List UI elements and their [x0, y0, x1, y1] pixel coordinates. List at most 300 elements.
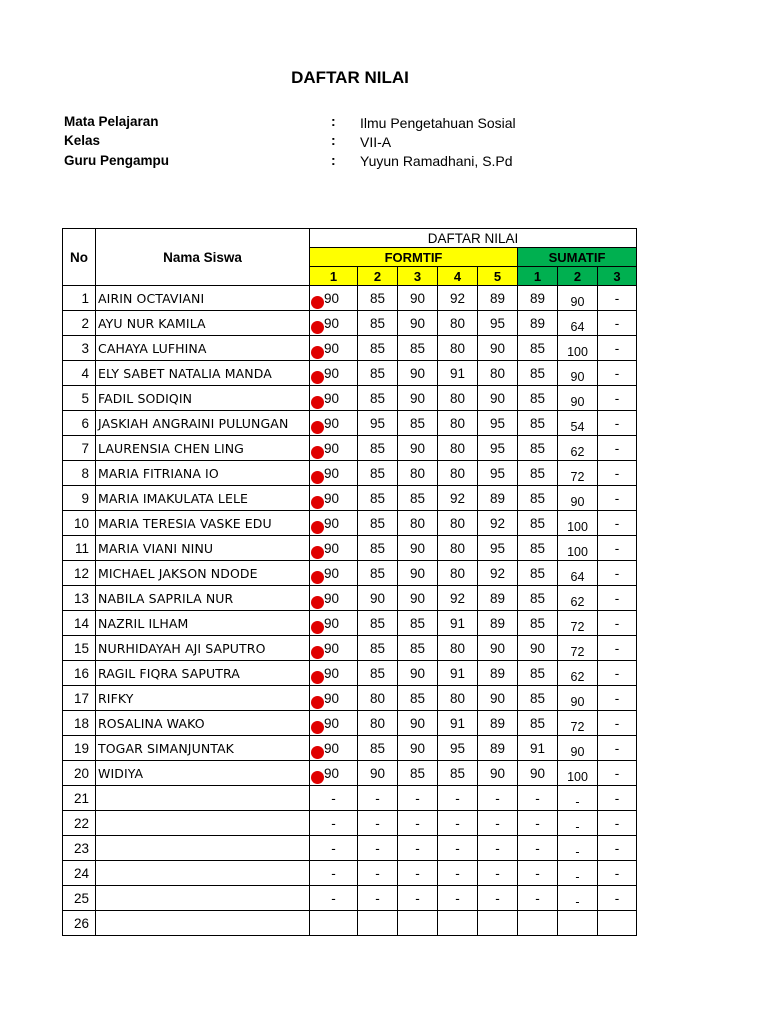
formatif-score-3: 90 [398, 436, 438, 461]
table-row [63, 686, 637, 711]
table-row [63, 511, 637, 536]
formatif-score-4: 80 [438, 436, 478, 461]
table-row [63, 336, 637, 361]
info-value-teacher: Yuyun Ramadhani, S.Pd [360, 153, 513, 169]
sumatif-score-1: - [518, 786, 558, 811]
formatif-score-2: 85 [358, 386, 398, 411]
sumatif-score-2-value: 72 [570, 619, 585, 634]
formatif-score-1: - [310, 861, 358, 886]
formatif-score-3: 85 [398, 636, 438, 661]
sumatif-score-2 [558, 361, 598, 386]
formatif-score-4: 80 [438, 636, 478, 661]
table-row [63, 736, 637, 761]
student-name: JASKIAH ANGRAINI PULUNGAN [96, 411, 310, 436]
formatif-score-5: 90 [478, 761, 518, 786]
table-row [63, 836, 637, 861]
student-name: ROSALINA WAKO [96, 711, 310, 736]
formatif-score-3: 85 [398, 336, 438, 361]
red-dot-marker-icon [311, 421, 324, 434]
row-number: 4 [63, 361, 96, 386]
red-dot-marker-icon [311, 621, 324, 634]
sumatif-score-1: 85 [518, 336, 558, 361]
sumatif-score-2-value: - [575, 894, 580, 909]
sumatif-score-3: - [598, 711, 637, 736]
sumatif-score-3: - [598, 761, 637, 786]
sumatif-score-2-value: 90 [570, 494, 585, 509]
student-name: AYU NUR KAMILA [96, 311, 310, 336]
red-dot-marker-icon [311, 396, 324, 409]
formatif-score-1: 90 [310, 461, 358, 486]
sumatif-score-2 [558, 511, 598, 536]
formatif-score-3: - [398, 786, 438, 811]
formatif-score-5: 95 [478, 536, 518, 561]
sumatif-score-3: - [598, 336, 637, 361]
formatif-score-4: 80 [438, 311, 478, 336]
formatif-score-2: 90 [358, 586, 398, 611]
sumatif-score-1: - [518, 811, 558, 836]
student-name: FADIL SODIQIN [96, 386, 310, 411]
sumatif-score-2-value: 54 [570, 419, 585, 434]
sumatif-score-2 [558, 461, 598, 486]
row-number: 14 [63, 611, 96, 636]
formatif-score-5: 89 [478, 661, 518, 686]
info-label-class: Kelas [64, 133, 101, 148]
sumatif-score-3: - [598, 586, 637, 611]
formatif-score-2: 85 [358, 336, 398, 361]
header-formatif-3: 3 [398, 267, 438, 286]
formatif-score-3: 90 [398, 361, 438, 386]
table-row [63, 611, 637, 636]
sumatif-score-2 [558, 311, 598, 336]
sumatif-score-3: - [598, 411, 637, 436]
formatif-score-1: 90 [310, 686, 358, 711]
formatif-score-5: - [478, 861, 518, 886]
student-name [96, 861, 310, 886]
formatif-score-5: 89 [478, 286, 518, 311]
formatif-score-1: 90 [310, 586, 358, 611]
formatif-score-5: 92 [478, 511, 518, 536]
table-row [63, 561, 637, 586]
student-name: RIFKY [96, 686, 310, 711]
header-sumatif-3: 3 [598, 267, 637, 286]
sumatif-score-3: - [598, 886, 637, 911]
formatif-score-3: - [398, 886, 438, 911]
sumatif-score-2-value: 100 [567, 769, 588, 784]
formatif-score-4: 80 [438, 386, 478, 411]
formatif-score-2: - [358, 836, 398, 861]
student-name: MARIA FITRIANA IO [96, 461, 310, 486]
table-row [63, 386, 637, 411]
sumatif-score-2 [558, 586, 598, 611]
formatif-score-2: 90 [358, 761, 398, 786]
sumatif-score-1: - [518, 836, 558, 861]
page-title: DAFTAR NILAI [291, 68, 409, 87]
student-name [96, 811, 310, 836]
formatif-score-3: - [398, 836, 438, 861]
sumatif-score-2-value: 90 [570, 294, 585, 309]
formatif-score-3: 85 [398, 611, 438, 636]
header-daftar-nilai: DAFTAR NILAI [310, 229, 637, 248]
row-number: 8 [63, 461, 96, 486]
header-formatif-1: 1 [310, 267, 358, 286]
formatif-score-4: 91 [438, 711, 478, 736]
sumatif-score-2-value: 62 [570, 669, 585, 684]
formatif-score-3: 85 [398, 411, 438, 436]
info-colon: : [331, 113, 336, 129]
sumatif-score-1: 85 [518, 386, 558, 411]
sumatif-score-2-value: - [575, 819, 580, 834]
formatif-score-1: 90 [310, 761, 358, 786]
red-dot-marker-icon [311, 321, 324, 334]
formatif-score-2 [358, 911, 398, 936]
header-formatif-5: 5 [478, 267, 518, 286]
sumatif-score-2-value: - [575, 844, 580, 859]
row-number: 21 [63, 786, 96, 811]
formatif-score-2: 95 [358, 411, 398, 436]
formatif-score-3: 90 [398, 586, 438, 611]
formatif-score-1: 90 [310, 661, 358, 686]
formatif-score-4: 80 [438, 536, 478, 561]
formatif-score-2: 85 [358, 536, 398, 561]
formatif-score-5: 89 [478, 486, 518, 511]
red-dot-marker-icon [311, 571, 324, 584]
header-formatif-4: 4 [438, 267, 478, 286]
student-name: NAZRIL ILHAM [96, 611, 310, 636]
info-label-subject: Mata Pelajaran [64, 114, 159, 129]
formatif-score-3: - [398, 811, 438, 836]
sumatif-score-3: - [598, 536, 637, 561]
sumatif-score-2 [558, 861, 598, 886]
formatif-score-2: 85 [358, 361, 398, 386]
sumatif-score-2 [558, 786, 598, 811]
sumatif-score-2-value: 62 [570, 594, 585, 609]
red-dot-marker-icon [311, 371, 324, 384]
info-label-teacher: Guru Pengampu [64, 153, 170, 168]
formatif-score-5: 89 [478, 711, 518, 736]
red-dot-marker-icon [311, 546, 324, 559]
sumatif-score-2 [558, 661, 598, 686]
sumatif-score-3: - [598, 461, 637, 486]
formatif-score-1: 90 [310, 361, 358, 386]
sumatif-score-3: - [598, 661, 637, 686]
formatif-score-2: - [358, 861, 398, 886]
formatif-score-1: 90 [310, 311, 358, 336]
student-name: MARIA TERESIA VASKE EDU [96, 511, 310, 536]
red-dot-marker-icon [311, 521, 324, 534]
formatif-score-3: 85 [398, 686, 438, 711]
sumatif-score-2 [558, 436, 598, 461]
sumatif-score-1: 85 [518, 711, 558, 736]
sumatif-score-1: 85 [518, 561, 558, 586]
formatif-score-3: 90 [398, 286, 438, 311]
table-row [63, 636, 637, 661]
table-row [63, 486, 637, 511]
sumatif-score-1: 85 [518, 486, 558, 511]
sumatif-score-2 [558, 836, 598, 861]
header-sumatif-2: 2 [558, 267, 598, 286]
row-number: 16 [63, 661, 96, 686]
sumatif-score-3: - [598, 286, 637, 311]
formatif-score-5: 89 [478, 611, 518, 636]
formatif-score-4: 80 [438, 461, 478, 486]
formatif-score-2: 85 [358, 611, 398, 636]
row-number: 5 [63, 386, 96, 411]
sumatif-score-2 [558, 736, 598, 761]
sumatif-score-1: - [518, 861, 558, 886]
student-name: CAHAYA LUFHINA [96, 336, 310, 361]
formatif-score-1: 90 [310, 611, 358, 636]
sumatif-score-1: 85 [518, 611, 558, 636]
student-name [96, 911, 310, 936]
formatif-score-3: 80 [398, 461, 438, 486]
sumatif-score-1: 85 [518, 361, 558, 386]
formatif-score-4: 80 [438, 336, 478, 361]
sumatif-score-2 [558, 886, 598, 911]
table-row [63, 461, 637, 486]
sumatif-score-2 [558, 536, 598, 561]
sumatif-score-2-value: 90 [570, 369, 585, 384]
formatif-score-3 [398, 911, 438, 936]
student-name: RAGIL FIQRA SAPUTRA [96, 661, 310, 686]
formatif-score-1: 90 [310, 736, 358, 761]
sumatif-score-2-value: 72 [570, 644, 585, 659]
table-row [63, 861, 637, 886]
row-number: 17 [63, 686, 96, 711]
sumatif-score-1: 90 [518, 761, 558, 786]
info-value-subject: Ilmu Pengetahuan Sosial [360, 115, 516, 131]
formatif-score-2: 85 [358, 511, 398, 536]
formatif-score-5: - [478, 886, 518, 911]
row-number: 9 [63, 486, 96, 511]
row-number: 10 [63, 511, 96, 536]
sumatif-score-2-value: 90 [570, 394, 585, 409]
formatif-score-5: 92 [478, 561, 518, 586]
table-row [63, 286, 637, 311]
sumatif-score-2 [558, 386, 598, 411]
student-name: MARIA IMAKULATA LELE [96, 486, 310, 511]
formatif-score-1: - [310, 811, 358, 836]
info-value-class: VII-A [360, 134, 392, 150]
formatif-score-4: 85 [438, 761, 478, 786]
formatif-score-2: 85 [358, 311, 398, 336]
row-number: 13 [63, 586, 96, 611]
table-row [63, 711, 637, 736]
sumatif-score-1: 85 [518, 436, 558, 461]
sumatif-score-2-value: 62 [570, 444, 585, 459]
sumatif-score-2-value: 100 [567, 544, 588, 559]
row-number: 6 [63, 411, 96, 436]
sumatif-score-2 [558, 686, 598, 711]
formatif-score-3: 90 [398, 711, 438, 736]
sumatif-score-1: 85 [518, 536, 558, 561]
sumatif-score-3: - [598, 636, 637, 661]
formatif-score-1: 90 [310, 711, 358, 736]
row-number: 1 [63, 286, 96, 311]
table-row [63, 811, 637, 836]
sumatif-score-3: - [598, 736, 637, 761]
table-row [63, 361, 637, 386]
sumatif-score-1 [518, 911, 558, 936]
sumatif-score-3: - [598, 386, 637, 411]
sumatif-score-2-value: 64 [570, 319, 585, 334]
sumatif-score-2-value: - [575, 869, 580, 884]
formatif-score-4: 91 [438, 361, 478, 386]
sumatif-score-3: - [598, 561, 637, 586]
sumatif-score-2-value: 100 [567, 519, 588, 534]
student-name: TOGAR SIMANJUNTAK [96, 736, 310, 761]
sumatif-score-3: - [598, 811, 637, 836]
sumatif-score-2 [558, 911, 598, 936]
red-dot-marker-icon [311, 446, 324, 459]
sumatif-score-3: - [598, 786, 637, 811]
sumatif-score-1: 85 [518, 511, 558, 536]
sumatif-score-2 [558, 611, 598, 636]
formatif-score-4: - [438, 811, 478, 836]
sumatif-score-1: 89 [518, 311, 558, 336]
sumatif-score-3: - [598, 611, 637, 636]
student-name: LAURENSIA CHEN LING [96, 436, 310, 461]
row-number: 19 [63, 736, 96, 761]
red-dot-marker-icon [311, 696, 324, 709]
table-row [63, 436, 637, 461]
student-name: ELY SABET NATALIA MANDA [96, 361, 310, 386]
sumatif-score-1: 85 [518, 686, 558, 711]
sumatif-score-3: - [598, 861, 637, 886]
sumatif-score-2-value: - [575, 794, 580, 809]
row-number: 12 [63, 561, 96, 586]
red-dot-marker-icon [311, 721, 324, 734]
sumatif-score-3: - [598, 486, 637, 511]
sumatif-score-2 [558, 561, 598, 586]
grades-body [63, 286, 637, 936]
table-row [63, 586, 637, 611]
formatif-score-5: 89 [478, 586, 518, 611]
formatif-score-1: 90 [310, 636, 358, 661]
header-sumatif-1: 1 [518, 267, 558, 286]
formatif-score-3: 90 [398, 311, 438, 336]
sumatif-score-3: - [598, 311, 637, 336]
sumatif-score-2 [558, 336, 598, 361]
formatif-score-1: 90 [310, 336, 358, 361]
formatif-score-4: - [438, 886, 478, 911]
red-dot-marker-icon [311, 471, 324, 484]
student-name: WIDIYA [96, 761, 310, 786]
formatif-score-3: 85 [398, 486, 438, 511]
sumatif-score-2 [558, 486, 598, 511]
formatif-score-2: 80 [358, 686, 398, 711]
formatif-score-1: 90 [310, 386, 358, 411]
sumatif-score-2 [558, 286, 598, 311]
formatif-score-3: 90 [398, 536, 438, 561]
sumatif-score-2 [558, 411, 598, 436]
formatif-score-1: 90 [310, 536, 358, 561]
row-number: 2 [63, 311, 96, 336]
formatif-score-2: 85 [358, 636, 398, 661]
formatif-score-5: 90 [478, 686, 518, 711]
formatif-score-3: 90 [398, 386, 438, 411]
table-row [63, 761, 637, 786]
student-name: MICHAEL JAKSON NDODE [96, 561, 310, 586]
red-dot-marker-icon [311, 346, 324, 359]
formatif-score-4: 80 [438, 686, 478, 711]
sumatif-score-2-value: 72 [570, 719, 585, 734]
row-number: 11 [63, 536, 96, 561]
formatif-score-5: 89 [478, 736, 518, 761]
sumatif-score-3: - [598, 686, 637, 711]
formatif-score-5 [478, 911, 518, 936]
student-name: MARIA VIANI NINU [96, 536, 310, 561]
formatif-score-1: - [310, 836, 358, 861]
row-number: 7 [63, 436, 96, 461]
table-row [63, 886, 637, 911]
table-row [63, 786, 637, 811]
formatif-score-4: 80 [438, 561, 478, 586]
sumatif-score-2-value: 100 [567, 344, 588, 359]
formatif-score-5: 90 [478, 386, 518, 411]
sumatif-score-1: 89 [518, 286, 558, 311]
formatif-score-2: - [358, 886, 398, 911]
formatif-score-5: 95 [478, 411, 518, 436]
formatif-score-5: 90 [478, 336, 518, 361]
formatif-score-1: 90 [310, 411, 358, 436]
red-dot-marker-icon [311, 746, 324, 759]
header-sumatif: SUMATIF [518, 248, 637, 267]
formatif-score-1: - [310, 886, 358, 911]
formatif-score-1: - [310, 786, 358, 811]
sumatif-score-1: 91 [518, 736, 558, 761]
sumatif-score-3: - [598, 361, 637, 386]
red-dot-marker-icon [311, 496, 324, 509]
formatif-score-3: 90 [398, 736, 438, 761]
student-name: NURHIDAYAH AJI SAPUTRO [96, 636, 310, 661]
sumatif-score-3: - [598, 511, 637, 536]
row-number: 3 [63, 336, 96, 361]
header-no: No [63, 229, 96, 286]
sumatif-score-1: 85 [518, 661, 558, 686]
row-number: 24 [63, 861, 96, 886]
student-name: AIRIN OCTAVIANI [96, 286, 310, 311]
sumatif-score-3: - [598, 436, 637, 461]
sumatif-score-3: - [598, 836, 637, 861]
formatif-score-4: - [438, 836, 478, 861]
info-colon: : [331, 132, 336, 148]
table-row [63, 311, 637, 336]
grades-table [62, 228, 637, 936]
student-name [96, 786, 310, 811]
sumatif-score-1: 85 [518, 411, 558, 436]
formatif-score-5: - [478, 836, 518, 861]
formatif-score-2: 85 [358, 661, 398, 686]
formatif-score-1: 90 [310, 511, 358, 536]
sumatif-score-2 [558, 811, 598, 836]
table-row [63, 411, 637, 436]
formatif-score-2: - [358, 811, 398, 836]
formatif-score-2: 85 [358, 286, 398, 311]
formatif-score-1 [310, 911, 358, 936]
formatif-score-2: 85 [358, 486, 398, 511]
sumatif-score-1: 85 [518, 461, 558, 486]
formatif-score-4: 92 [438, 286, 478, 311]
formatif-score-3: 90 [398, 661, 438, 686]
formatif-score-5: 95 [478, 461, 518, 486]
formatif-score-4: 91 [438, 661, 478, 686]
row-number: 26 [63, 911, 96, 936]
formatif-score-5: 95 [478, 311, 518, 336]
formatif-score-5: - [478, 786, 518, 811]
formatif-score-4: - [438, 786, 478, 811]
red-dot-marker-icon [311, 296, 324, 309]
formatif-score-2: 85 [358, 461, 398, 486]
